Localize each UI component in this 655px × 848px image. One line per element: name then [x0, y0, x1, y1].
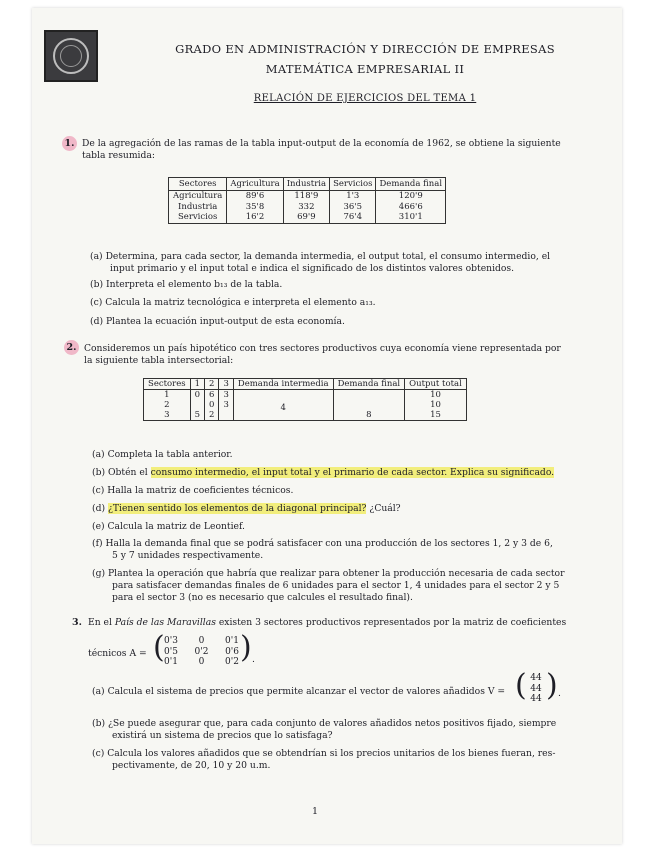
- table-cell: 1'3: [330, 191, 376, 202]
- table-cell: 35'8: [227, 202, 283, 213]
- exercise-2-b: (b) Obtén el consumo intermedio, el input total y el primario de cada sector. Explica su significado.: [92, 467, 555, 478]
- exercise-2-f-line2: 5 y 7 unidades respectivamente.: [112, 550, 264, 561]
- table-header: Agricultura: [227, 178, 283, 191]
- table-header-row: [169, 178, 446, 191]
- table-row: [169, 202, 446, 213]
- table-cell: 0: [209, 400, 215, 410]
- table-cell: 466'6: [376, 202, 446, 213]
- table-header: Sectores: [144, 379, 191, 390]
- matrix-row: 0'3 0 0'1: [164, 636, 239, 646]
- matrix-left-paren: (: [153, 630, 165, 665]
- table-cell: 1: [144, 390, 191, 401]
- exercise-2-e: (e) Calcula la matriz de Leontief.: [92, 521, 245, 532]
- technical-matrix-label: técnicos A =: [88, 648, 147, 659]
- table-cell: 120'9: [376, 191, 446, 202]
- table-header: Sectores: [169, 178, 227, 191]
- vector-period: .: [558, 688, 561, 699]
- table-header-row: [144, 379, 467, 390]
- table-cell: 69'9: [283, 212, 329, 223]
- table-cell: 6: [209, 390, 215, 400]
- exercise-2-number: 2.: [64, 340, 79, 355]
- table-cell: Industria: [169, 202, 227, 213]
- table-cell: 15: [405, 410, 467, 421]
- exercise-3-c-line2: pectivamente, de 20, 10 y 20 u.m.: [112, 760, 271, 771]
- table-cell: 36'5: [330, 202, 376, 213]
- table-header: 1: [190, 379, 204, 390]
- matrix-right-paren: ): [240, 630, 252, 665]
- exercise-1-intro-line2: tabla resumida:: [82, 150, 155, 161]
- exercise-2-a: (a) Completa la tabla anterior.: [92, 449, 233, 460]
- table-header: Output total: [405, 379, 467, 390]
- table-cell: 0: [190, 390, 204, 401]
- matrix-period: .: [252, 654, 255, 665]
- table-cell: Agricultura: [169, 191, 227, 202]
- exercise-2-intro-line1: Consideremos un país hipotético con tres sectores productivos cuya economía viene representada por: [84, 343, 561, 354]
- highlighted-text: consumo intermedio, el input total y el primario de cada sector. Explica su significado.: [150, 467, 555, 478]
- table-header: Demanda final: [333, 379, 405, 390]
- table-cell: 3: [219, 400, 233, 410]
- table-cell: 5: [190, 410, 204, 421]
- exercise-3-intro: En el País de las Maravillas existen 3 sectores productivos representados por la matriz de coeficientes: [88, 617, 567, 628]
- vector-left-paren: (: [515, 668, 527, 703]
- table-cell: Servicios: [169, 212, 227, 223]
- table-header: 2: [205, 379, 219, 390]
- matrix-row: 0'5 0'2 0'6: [164, 646, 239, 657]
- table-cell: 16'2: [227, 212, 283, 223]
- exercise-1-c: (c) Calcula la matriz tecnológica e interpreta el elemento a₁₃.: [90, 297, 376, 308]
- exercise-2-f-line1: (f) Halla la demanda final que se podrá satisfacer con una producción de los sectores 1, 2 y 3 de 6,: [92, 538, 553, 549]
- table-header: Demanda intermedia: [233, 379, 333, 390]
- exercise-2-d: (d) ¿Tienen sentido los elementos de la diagonal principal? ¿Cuál?: [92, 503, 401, 514]
- table-header: Demanda final: [376, 178, 446, 191]
- exercise-1-a-line2: input primario y el input total e indica el significado de los distintos valores obtenidos.: [110, 263, 515, 274]
- value-added-vector: 44 44 44: [530, 673, 542, 704]
- exercise-2-g-line2: para satisfacer demandas finales de 6 unidades para el sector 1, 4 unidades para el sector 2 y 5: [112, 580, 560, 591]
- table-cell: [190, 400, 204, 410]
- table-cell: 2: [144, 400, 191, 410]
- exercise-1-number: 1.: [62, 136, 77, 151]
- table-cell: 332: [283, 202, 329, 213]
- table-cell: 118'9: [283, 191, 329, 202]
- io-summary-table: [168, 177, 446, 224]
- sheet-title: RELACIÓN DE EJERCICIOS DEL TEMA 1: [253, 93, 477, 104]
- page-number: 1: [312, 806, 319, 817]
- table-cell: 89'6: [227, 191, 283, 202]
- exercise-3-a: (a) Calcula el sistema de precios que permite alcanzar el vector de valores añadidos V =: [92, 686, 506, 697]
- exercise-3-number: 3.: [72, 617, 82, 628]
- exercise-2-g-line1: (g) Plantea la operación que habría que realizar para obtener la producción necesaria de cada sector: [92, 568, 565, 579]
- exercise-2-intro-line2: la siguiente tabla intersectorial:: [84, 355, 234, 366]
- table-header: 3: [219, 379, 233, 390]
- degree-title: GRADO EN ADMINISTRACIÓN Y DIRECCIÓN DE EMPRESAS: [175, 42, 555, 56]
- table-header: Servicios: [330, 178, 376, 191]
- exercise-2-c: (c) Halla la matriz de coeficientes técnicos.: [92, 485, 294, 496]
- exercise-2-g-line3: para el sector 3 (no es necesario que calcules el resultado final).: [112, 592, 413, 603]
- university-seal-icon: [44, 30, 98, 82]
- table-cell: 4: [233, 390, 333, 421]
- course-title: MATEMÁTICA EMPRESARIAL II: [265, 62, 465, 76]
- table-cell: 3: [219, 390, 233, 401]
- table-row: [169, 212, 446, 223]
- table-cell: 10: [405, 390, 467, 401]
- table-cell: 76'4: [330, 212, 376, 223]
- matrix-row: 0'1 0 0'2: [164, 657, 239, 667]
- table-cell: 8: [333, 390, 405, 421]
- coefficient-matrix: [164, 636, 239, 668]
- exercise-3-b-line1: (b) ¿Se puede asegurar que, para cada conjunto de valores añadidos netos positivos fijado, siempre: [92, 718, 557, 729]
- table-cell: 3: [144, 410, 191, 421]
- exercise-1-a-line1: (a) Determina, para cada sector, la demanda intermedia, el output total, el consumo intermedio, el: [90, 251, 551, 262]
- table-cell: 10: [405, 400, 467, 410]
- table-cell: [219, 410, 233, 421]
- vector-right-paren: ): [546, 668, 558, 703]
- exercise-3-c-line1: (c) Calcula los valores añadidos que se obtendrían si los precios unitarios de los bienes fueran, res-: [92, 748, 556, 759]
- highlighted-text: ¿Tienen sentido los elementos de la diagonal principal?: [107, 503, 367, 514]
- table-row: [144, 390, 467, 401]
- intersectoral-table: [143, 378, 467, 421]
- exercise-1-intro-line1: De la agregación de las ramas de la tabla input-output de la economía de 1962, se obtiene la siguiente: [82, 138, 561, 149]
- table-cell: 2: [205, 410, 219, 421]
- exercise-1-b: (b) Interpreta el elemento b₁₃ de la tabla.: [90, 279, 283, 290]
- table-header: Industria: [283, 178, 329, 191]
- table-row: [169, 191, 446, 202]
- table-cell: 310'1: [376, 212, 446, 223]
- exercise-1-d: (d) Plantea la ecuación input-output de esta economía.: [90, 316, 345, 327]
- exercise-3-b-line2: existirá un sistema de precios que lo satisfaga?: [112, 730, 333, 741]
